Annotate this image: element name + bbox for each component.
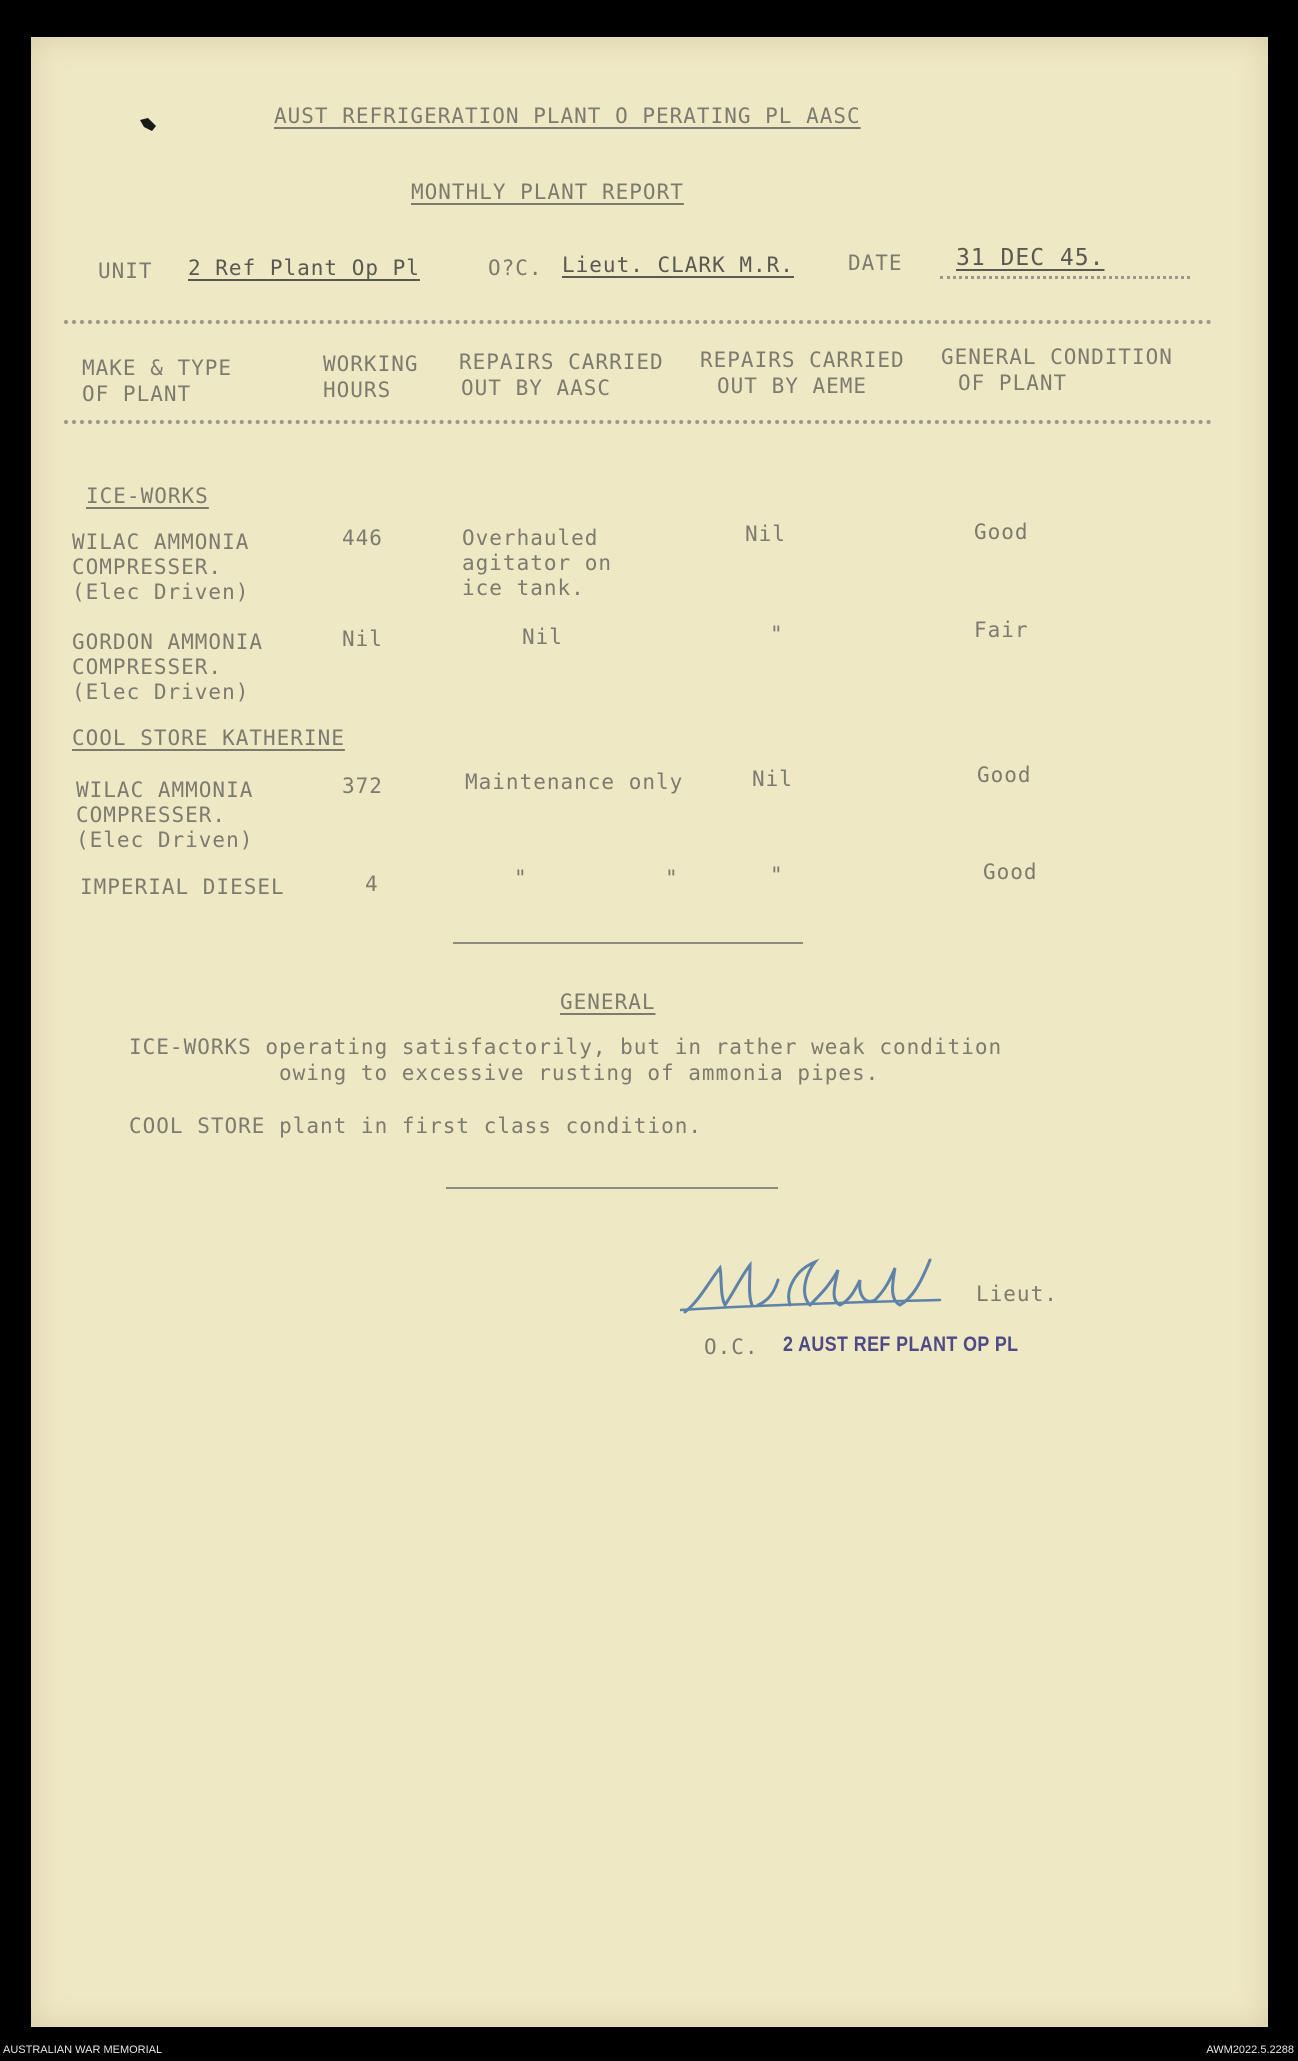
plant-name: (Elec Driven) — [72, 680, 250, 704]
aeme-repairs: " — [770, 863, 784, 887]
aeme-repairs: Nil — [745, 522, 786, 546]
aasc-repairs: Maintenance only — [465, 770, 684, 794]
plant-name: GORDON AMMONIA — [72, 630, 264, 654]
header-aasc-line1: REPAIRS CARRIED — [459, 350, 664, 374]
general-para1-line2: owing to excessive rusting of ammonia pipes. — [279, 1061, 880, 1085]
plant-name: (Elec Driven) — [72, 580, 250, 604]
table-header-bottom-rule — [64, 420, 1212, 424]
plant-condition: Good — [974, 520, 1029, 544]
aasc-repairs: " — [514, 866, 528, 890]
oc-value: Lieut. CLARK M.R. — [562, 253, 794, 277]
plant-name: WILAC AMMONIA — [76, 778, 254, 802]
aasc-repairs: " — [665, 866, 679, 890]
date-value: 31 DEC 45. — [956, 245, 1105, 271]
plant-name: COMPRESSER. — [72, 555, 223, 579]
header-plant-line1: MAKE & TYPE — [82, 356, 233, 380]
plant-name: IMPERIAL DIESEL — [80, 875, 285, 899]
plant-name: (Elec Driven) — [76, 828, 254, 852]
date-underline — [940, 276, 1190, 279]
aeme-repairs: Nil — [752, 767, 793, 791]
report-title: MONTHLY PLANT REPORT — [411, 180, 684, 204]
footer-archive-name: AUSTRALIAN WAR MEMORIAL — [3, 2044, 163, 2056]
general-title: GENERAL — [560, 990, 656, 1014]
document-page — [31, 37, 1268, 2027]
table-top-rule — [64, 320, 1212, 324]
paper-punch-mark — [138, 118, 158, 132]
aasc-repairs: Overhauled — [462, 526, 599, 550]
plant-condition: Good — [977, 763, 1032, 787]
section-title-ice-works: ICE-WORKS — [86, 484, 209, 508]
plant-condition: Good — [983, 860, 1038, 884]
plant-name: WILAC AMMONIA — [72, 530, 250, 554]
header-condition-line2: OF PLANT — [958, 371, 1068, 395]
signature-rank: Lieut. — [976, 1282, 1058, 1306]
handwritten-signature — [680, 1250, 980, 1320]
plant-name: COMPRESSER. — [72, 655, 223, 679]
general-para1-line1: ICE-WORKS operating satisfactorily, but in rather weak condition — [129, 1035, 1003, 1059]
unit-label: UNIT — [98, 259, 153, 283]
aeme-repairs: " — [770, 622, 784, 646]
header-hours-line2: HOURS — [323, 378, 392, 402]
working-hours: 372 — [342, 774, 383, 798]
section-title-cool-store: COOL STORE KATHERINE — [72, 726, 345, 750]
header-condition-line1: GENERAL CONDITION — [941, 345, 1173, 369]
header-aeme-line1: REPAIRS CARRIED — [700, 348, 905, 372]
plant-condition: Fair — [974, 618, 1029, 642]
aasc-repairs: ice tank. — [462, 576, 585, 600]
header-aeme-line2: OUT BY AEME — [717, 374, 868, 398]
signature-oc-prefix: O.C. — [704, 1335, 759, 1359]
table-end-rule — [453, 942, 803, 944]
working-hours: 4 — [365, 872, 379, 896]
general-end-rule — [446, 1187, 778, 1189]
header-plant-line2: OF PLANT — [82, 382, 192, 406]
footer-accession-number: AWM2022.5.2288 — [1206, 2044, 1294, 2056]
header-aasc-line2: OUT BY AASC — [461, 376, 612, 400]
general-para2: COOL STORE plant in first class condition. — [129, 1114, 703, 1138]
unit-title: AUST REFRIGERATION PLANT O PERATING PL AASC — [274, 104, 861, 128]
plant-name: COMPRESSER. — [76, 803, 227, 827]
unit-stamp: 2 AUST REF PLANT OP PL — [783, 1333, 1019, 1356]
aasc-repairs: Nil — [522, 625, 563, 649]
date-label: DATE — [848, 251, 903, 275]
aasc-repairs: agitator on — [462, 551, 613, 575]
working-hours: 446 — [342, 526, 383, 550]
oc-label: O?C. — [488, 256, 543, 280]
header-hours-line1: WORKING — [323, 352, 419, 376]
unit-value: 2 Ref Plant Op Pl — [188, 256, 420, 280]
working-hours: Nil — [342, 627, 383, 651]
